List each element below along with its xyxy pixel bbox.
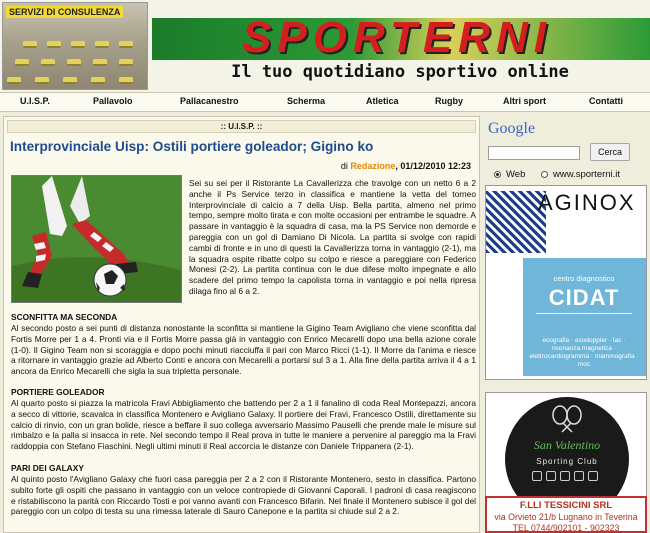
radio-web-label: Web [506, 169, 526, 180]
tessicini-address: via Orvieto 21/b Lugnano in Teverina [494, 512, 638, 522]
sidebar [484, 116, 650, 533]
site-header [0, 0, 650, 92]
section-text: Al secondo posto a sei punti di distanza nonostante la sconfitta si mantiene la Gigino Team Avigliano che viene sconfitta dal Fortis Morre per 1 a 4. Pronti via e il Fortis Morre passa già in vantaggio con Enrico Mecarelli dopo una bella azione corale (1-0). Il Gigino Team non si scoraggia e dopo pochi minuti riacciuffa il pari con Marco Ricci (1-1). Il Morre da l'anima e riesce a ritornare in vantaggio grazie ad Alberto Conti e ancora con Mecarelli a portarsi sul 3 a 1. Alla fine della partita arriva il 4 a 1 ancora da Enrico Mecarelli che sigla la sua tripletta personale. [11, 323, 476, 377]
seat-image [119, 59, 133, 66]
article-date: , 01/12/2010 12:23 [395, 161, 471, 171]
ad-aginox-cidat[interactable] [485, 185, 647, 380]
section-text: Al quarto posto si piazza la matricola Fravi Abbigliamento che battendo per 2 a 1 il fanalino di coda Real Montepazzi, ancora a secco di vittorie, scavalca in classifica Montenero e Avigliano Galaxy. Il portiere dei Fravi, Francesco Ostili, direttamente su calcio di rinvio, con un gran bolide, riesce a beffare il suo collega avversario Massimo Pauselli che prende male le misure sul rimbalzo e la palla si insacca in rete. Nel secondo tempo il Real prova in tutte le maniere a pervenire al pareggio ma la Fravi raddoppia con Stefano Fiaschini. Negli ultimi minuti il Real accorcia le distanze con Daniele Trippanera (2-1). [11, 398, 476, 452]
seat-image [23, 41, 37, 48]
nav-item-uisp[interactable]: U.I.S.P. [20, 96, 50, 106]
radio-site[interactable] [541, 171, 548, 178]
seat-image [71, 41, 85, 48]
seat-image [91, 77, 105, 84]
tessicini-phone: TEL 0744/902101 - 902323 [512, 523, 620, 533]
site-logo[interactable]: SPORTERNI [242, 13, 552, 62]
seat-image [7, 77, 21, 84]
radio-web[interactable] [494, 171, 501, 178]
search-button[interactable]: Cerca [590, 143, 630, 161]
cidat-logo: CIDAT [548, 285, 620, 310]
seat-image [47, 41, 61, 48]
section-breadcrumb[interactable]: :: U.I.S.P. :: [7, 120, 476, 133]
article-author[interactable]: Redazione [350, 161, 396, 171]
seat-image [119, 41, 133, 48]
main-nav [0, 92, 650, 112]
article-panel [3, 116, 480, 533]
seat-image [41, 59, 55, 66]
search-input[interactable] [488, 146, 580, 160]
sport-icon [574, 471, 584, 481]
byline-prefix: di [340, 161, 348, 171]
cidat-subtitle: centro diagnostico [553, 274, 615, 283]
consulenza-banner[interactable] [2, 2, 148, 90]
google-logo: Google [488, 120, 536, 137]
section-heading: SCONFITTA MA SECONDA [11, 312, 118, 322]
site-tagline: Il tuo quotidiano sportivo online [231, 62, 569, 82]
sport-icon [546, 471, 556, 481]
article-intro: Sei su sei per il Ristorante La Cavallerizza che travolge con un netto 6 a 2 anche il Ps Service terzo in classifica e mantiene la vetta del torneo Interprovinciale di calcio a 7 della Uisp. Bella partita, almeno nel primo tempo, sempre molto tirata e con molte occasioni per entrambe le squadre. A passare in vantaggio è la squadra di casa, ma la PS Service non demorde e pareggia con un gol di Damiano Di Nicola. La partita si svolge con rapidi cambi di fronte e in uno di questi la Cavallerizza torna in vantaggio (2-1), ma la squadra ospite ribatte colpo su colpo e riesce a pareggiare con Federico Monesi (2-2). La partita continua con le due difese molto impegnate e allo scadere del primo tempo la capolista torna in vantaggio e poi nella ripresa dilaga fino al 6 a 2. [189, 178, 476, 296]
nav-item-pallacanestro[interactable]: Pallacanestro [180, 96, 239, 106]
sv-name: San Valentino [533, 438, 601, 452]
sport-icon [532, 471, 542, 481]
radio-site-label: www.sporterni.it [553, 169, 621, 180]
nav-item-scherma[interactable]: Scherma [287, 96, 326, 106]
tennis-rackets-icon [550, 405, 584, 433]
seat-image [63, 77, 77, 84]
nav-item-altri-sport[interactable]: Altri sport [503, 96, 547, 106]
article-byline [341, 161, 471, 171]
ad-san-valentino[interactable] [485, 392, 647, 501]
nav-item-atletica[interactable]: Atletica [366, 96, 399, 106]
ad-tessicini[interactable] [485, 496, 647, 533]
section-text: Al quinto posto l'Avigliano Galaxy che fuori casa pareggia per 2 a 2 con il Ristorante Montenero, sesto in classifica. Partono subito forte gli ospiti che passano in vantaggio con un veloce contropiede di Giovanni Caporali. I padroni di casa reagiscono e ristabiliscono la parità con Riccardo Tosti e poi vanno avanti con Francesco Bifarin. Nel finale il Montenero subisce il gol del pareggio con un colpo di testa su una rimessa laterale di Sauro Canepone e la partita si chiude sul 2 a 2. [11, 474, 476, 517]
consulenza-label: SERVIZI DI CONSULENZA [6, 6, 123, 18]
aginox-logo: AGINOX [538, 190, 636, 215]
stripe-decoration [486, 191, 546, 253]
sv-club: Sporting Club [536, 457, 598, 466]
seat-image [93, 59, 107, 66]
seat-image [15, 59, 29, 66]
cidat-services: ecografia · ecodoppler · tac · risonanza magnetica · elettrocardiogramma · mammografia · moc [529, 337, 639, 368]
section-heading: PORTIERE GOLEADOR [11, 387, 105, 397]
seat-image [95, 41, 109, 48]
article-photo [11, 175, 182, 303]
football-player-image [12, 176, 182, 303]
sport-icon [588, 471, 598, 481]
tessicini-name: F.LLI TESSICINI SRL [519, 500, 613, 511]
seat-image [67, 59, 81, 66]
nav-item-pallavolo[interactable]: Pallavolo [93, 96, 133, 106]
nav-item-rugby[interactable]: Rugby [435, 96, 463, 106]
divider [536, 313, 632, 314]
section-heading: PARI DEI GALAXY [11, 463, 84, 473]
nav-item-contatti[interactable]: Contatti [589, 96, 623, 106]
seat-image [119, 77, 133, 84]
seat-image [35, 77, 49, 84]
sport-icon [560, 471, 570, 481]
article-title: Interprovinciale Uisp: Ostili portiere goleador; Gigino ko [10, 139, 374, 154]
